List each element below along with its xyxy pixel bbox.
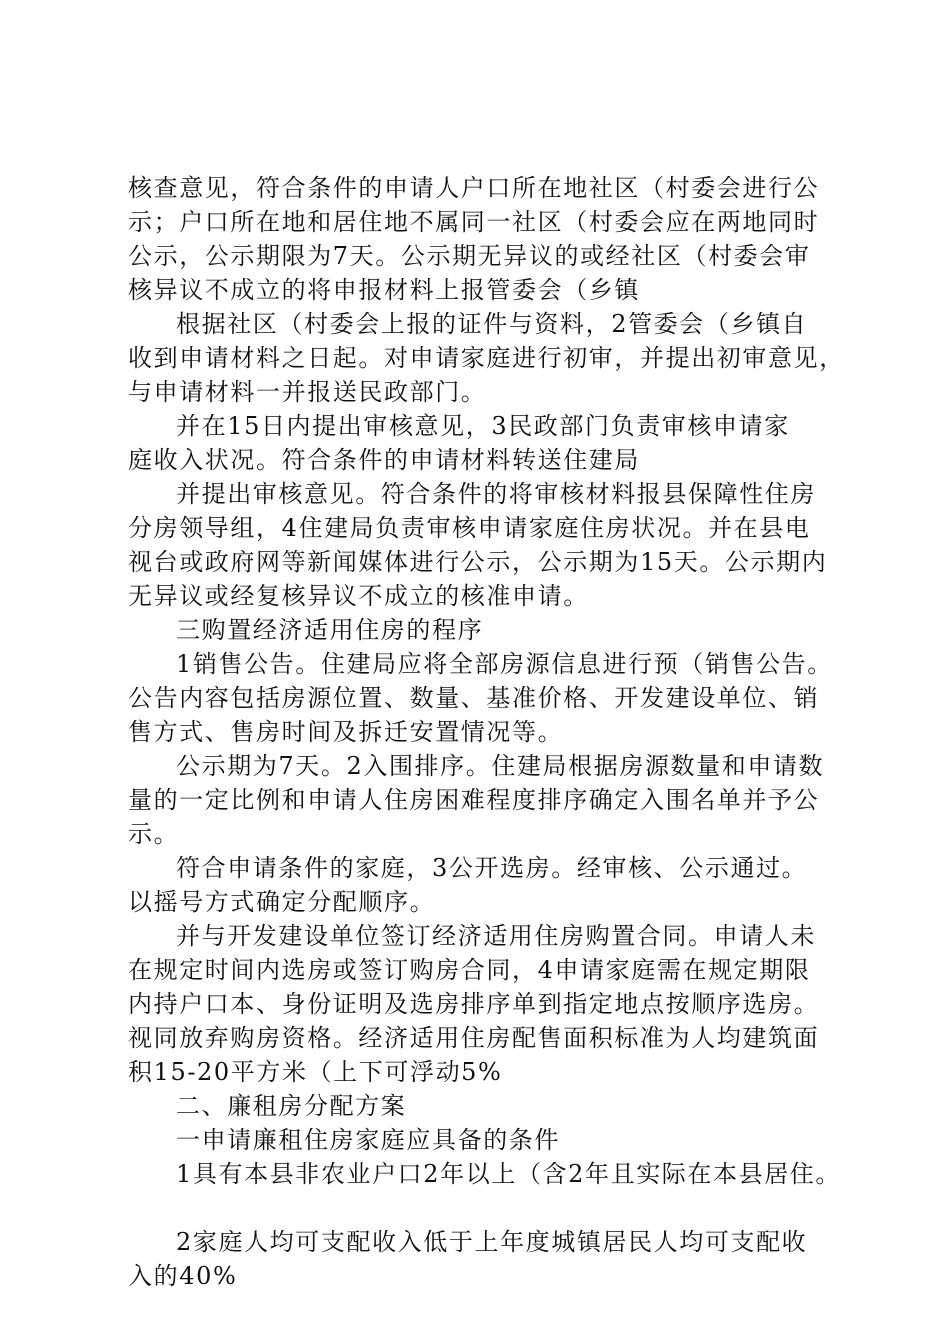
text-line: 核查意见，符合条件的申请人户口所在地社区（村委会进行公 xyxy=(128,174,820,202)
section-heading: 三购置经济适用住房的程序 xyxy=(176,616,484,644)
text-line: 积15-20平方米（上下可浮动5% xyxy=(128,1058,503,1086)
text-line: 入的40% xyxy=(128,1262,238,1290)
section-heading: 二、廉租房分配方案 xyxy=(176,1092,407,1120)
text-line: 示。 xyxy=(128,820,180,848)
text-line: 收到申请材料之日起。对申请家庭进行初审，并提出初审意见， xyxy=(128,344,845,372)
text-line: 1销售公告。住建局应将全部房源信息进行预（销售公告。 xyxy=(176,650,833,678)
text-line: 核异议不成立的将申报材料上报管委会（乡镇 xyxy=(128,276,640,304)
text-line: 内持户口本、身份证明及选房排序单到指定地点按顺序选房。 xyxy=(128,990,820,1018)
text-line: 与申请材料一并报送民政部门。 xyxy=(128,378,487,406)
text-line: 公告内容包括房源位置、数量、基准价格、开发建设单位、销 xyxy=(128,684,820,712)
text-line: 并提出审核意见。符合条件的将审核材料报县保障性住房 xyxy=(176,480,816,508)
text-line: 视同放弃购房资格。经济适用住房配售面积标准为人均建筑面 xyxy=(128,1024,820,1052)
text-line: 量的一定比例和申请人住房困难程度排序确定入围名单并予公 xyxy=(128,786,820,814)
text-line: 在规定时间内选房或签订购房合同，4申请家庭需在规定期限 xyxy=(128,956,811,984)
text-line: 分房领导组，4住建局负责审核申请家庭住房状况。并在县电 xyxy=(128,514,811,542)
text-line: 1具有本县非农业户口2年以上（含2年且实际在本县居住。 xyxy=(176,1160,842,1188)
text-line: 符合申请条件的家庭，3公开选房。经审核、公示通过。 xyxy=(176,854,808,882)
text-line: 公示期为7天。2入围排序。住建局根据房源数量和申请数 xyxy=(176,752,825,780)
text-line: 以摇号方式确定分配顺序。 xyxy=(128,888,436,916)
text-line: 并在15日内提出审核意见，3民政部门负责审核申请家 xyxy=(176,412,790,440)
text-line: 公示，公示期限为7天。公示期无异议的或经社区（村委会审 xyxy=(128,242,811,270)
text-line: 并与开发建设单位签订经济适用住房购置合同。申请人未 xyxy=(176,922,816,950)
subsection-heading: 一申请廉租住房家庭应具备的条件 xyxy=(176,1126,560,1154)
text-line: 售方式、售房时间及拆迁安置情况等。 xyxy=(128,718,564,746)
text-line: 庭收入状况。符合条件的申请材料转送住建局 xyxy=(128,446,640,474)
text-line: 视台或政府网等新闻媒体进行公示，公示期为15天。公示期内 xyxy=(128,548,828,576)
text-line: 无异议或经复核异议不成立的核准申请。 xyxy=(128,582,589,610)
text-line: 根据社区（村委会上报的证件与资料，2管委会（乡镇自 xyxy=(176,310,808,338)
text-line: 示；户口所在地和居住地不属同一社区（村委会应在两地同时 xyxy=(128,208,820,236)
text-line: 2家庭人均可支配收入低于上年度城镇居民人均可支配收 xyxy=(176,1228,808,1256)
